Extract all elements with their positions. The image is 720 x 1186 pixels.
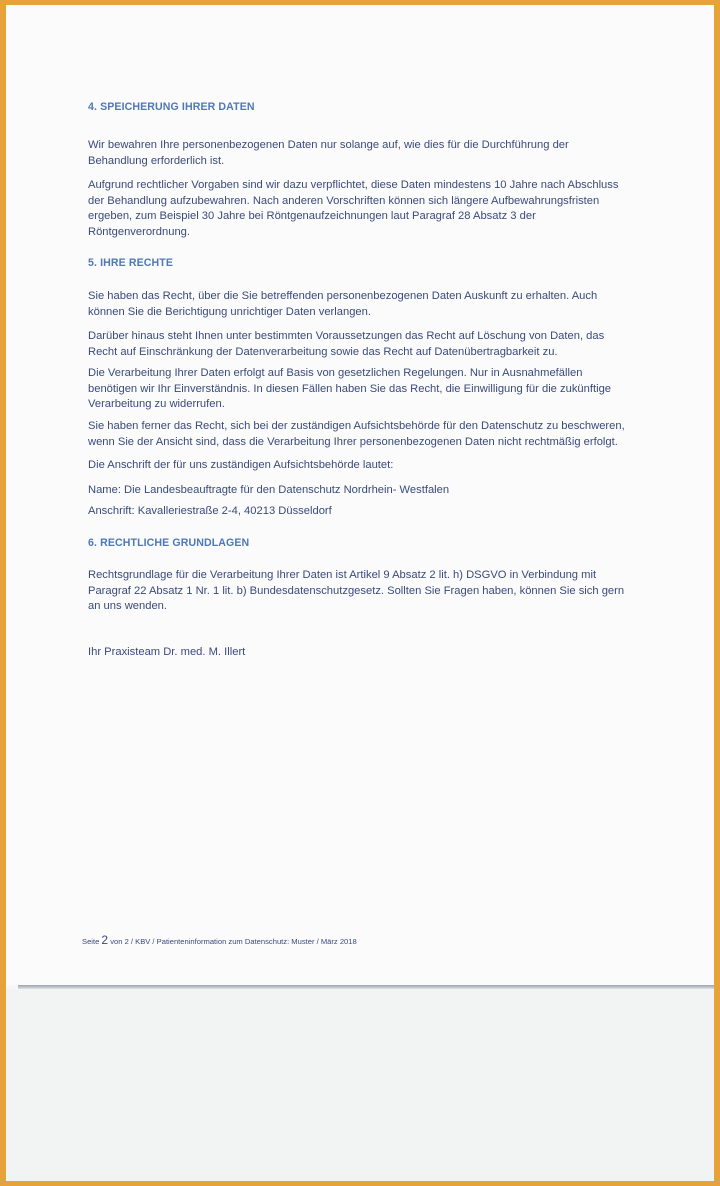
- text-line: Die Verarbeitung Ihrer Daten erfolgt auf Basis von gesetzlichen Regelungen. Nur in Ausnahmefällen: [88, 367, 583, 379]
- section-4-heading: 4. SPEICHERUNG IHRER DATEN: [88, 101, 255, 113]
- text-line: ergeben, zum Beispiel 30 Jahre bei Röntgenaufzeichnungen laut Paragraf 28 Absatz 3 der: [88, 210, 536, 223]
- authority-name: [88, 483, 668, 499]
- scan-frame: [6, 5, 714, 1181]
- text-line: Behandlung erforderlich ist.: [88, 154, 225, 167]
- document-page: [6, 5, 714, 985]
- text-line: Wir bewahren Ihre personenbezogenen Daten nur solange auf, wie dies für die Durchführung der: [88, 139, 569, 151]
- section-6-heading: 6. RECHTLICHE GRUNDLAGEN: [88, 537, 250, 549]
- section-5-paragraph-5: [88, 458, 668, 474]
- scan-background: [6, 989, 714, 1181]
- text-line: Sie haben ferner das Recht, sich bei der zuständigen Aufsichtsbehörde für den Datenschutz zu beschweren,: [88, 420, 625, 432]
- text-line: Aufgrund rechtlicher Vorgaben sind wir dazu verpflichtet, diese Daten mindestens 10 Jahre nach Abschluss: [88, 179, 619, 191]
- text-line: Ihr Praxisteam Dr. med. M. Illert: [88, 646, 246, 658]
- footer-prefix: Seite: [82, 937, 102, 946]
- text-line: Paragraf 22 Absatz 1 Nr. 1 lit. b) Bundesdatenschutzgesetz. Sollten Sie Fragen haben, können Sie sich gern: [88, 584, 625, 597]
- text-line: Name: Die Landesbeauftragte für den Datenschutz Nordrhein- Westfalen: [88, 484, 450, 496]
- page-footer: [82, 933, 357, 947]
- section-4-paragraph-1: [88, 138, 668, 169]
- section-5-paragraph-4: [88, 419, 668, 450]
- section-6-paragraph-1: [88, 568, 668, 615]
- text-line: Darüber hinaus steht Ihnen unter bestimmten Voraussetzungen das Recht auf Löschung von Daten, das: [88, 330, 605, 342]
- authority-address: [88, 504, 668, 520]
- text-line: Die Anschrift der für uns zuständigen Aufsichtsbehörde lautet:: [88, 459, 394, 471]
- section-5-paragraph-1: [88, 289, 668, 320]
- text-line: benötigen wir Ihr Einverständnis. In diesen Fällen haben Sie das Recht, die Einwilligung für die zukünftige: [88, 382, 612, 395]
- text-line: Rechtsgrundlage für die Verarbeitung Ihrer Daten ist Artikel 9 Absatz 2 lit. h) DSGVO in Verbindung mit: [88, 569, 597, 581]
- text-line: Röntgenverordnung.: [88, 225, 191, 238]
- text-line: wenn Sie der Ansicht sind, dass die Verarbeitung Ihrer personenbezogenen Daten nicht rechtmäßig erfolgt.: [88, 435, 618, 448]
- signature: [88, 645, 668, 661]
- text-line: können Sie die Berichtigung unrichtiger Daten verlangen.: [88, 305, 371, 318]
- text-line: Anschrift: Kavalleriestraße 2-4, 40213 Düsseldorf: [88, 505, 332, 517]
- footer-suffix: von 2 / KBV / Patienteninformation zum Datenschutz: Muster / März 2018: [108, 937, 357, 946]
- section-5-paragraph-2: [88, 329, 668, 360]
- text-line: an uns wenden.: [88, 600, 167, 613]
- text-line: der Behandlung aufzubewahren. Nach anderen Vorschriften können sich längere Aufbewahrungsfristen: [88, 194, 600, 207]
- footer-page-number: 2: [101, 933, 109, 947]
- text-line: Verarbeitung zu widerrufen.: [88, 398, 225, 411]
- section-4-paragraph-2: [88, 178, 668, 240]
- section-5-paragraph-3: [88, 366, 668, 413]
- section-5-heading: 5. IHRE RECHTE: [88, 257, 173, 269]
- text-line: Sie haben das Recht, über die Sie betreffenden personenbezogenen Daten Auskunft zu erhalten. Auch: [88, 290, 598, 302]
- text-line: Recht auf Einschränkung der Datenverarbeitung sowie das Recht auf Datenübertragbarkeit zu.: [88, 345, 558, 358]
